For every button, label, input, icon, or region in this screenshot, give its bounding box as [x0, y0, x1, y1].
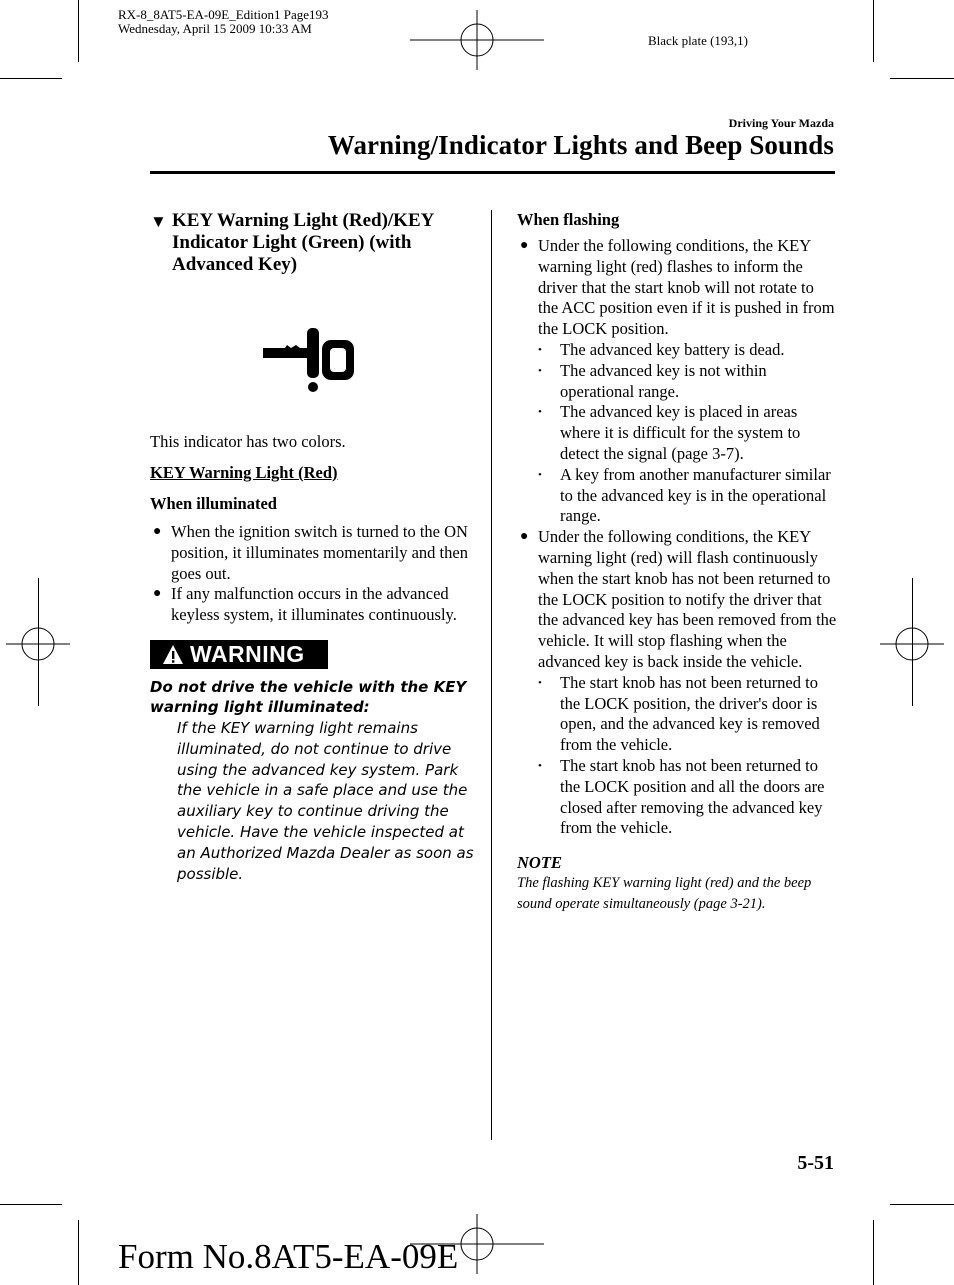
sub-list-item: • The advanced key is not within operational range.: [538, 360, 767, 401]
sub-list-item: • The advanced key is placed in areas where it is difficult for the system to detect the signal (page 3-7).: [538, 402, 801, 463]
bullet-icon: ●: [520, 238, 529, 253]
left-column: [150, 210, 475, 884]
small-bullet-icon: •: [538, 468, 542, 481]
sub-list-item: • A key from another manufacturer similar to the advanced key is in the operational range.: [538, 464, 831, 526]
date-line: Wednesday, April 15 2009 10:33 AM: [118, 21, 312, 36]
page-title: Warning/Indicator Lights and Beep Sounds: [327, 130, 834, 160]
sub-list-item: • The advanced key battery is dead.: [538, 339, 785, 359]
warning-statement: Do not drive the vehicle with the KEY warning light illuminated:: [150, 677, 467, 717]
subheading-key-warning-red: KEY Warning Light (Red): [150, 463, 338, 482]
key-warning-indicator-icon: [260, 320, 360, 400]
warning-badge: [150, 640, 328, 669]
illuminated-list: [150, 522, 475, 626]
section-name: Driving Your Mazda: [728, 116, 834, 130]
section-heading: ▼ KEY Warning Light (Red)/KEY Indicator Light (Green) (with Advanced Key): [150, 210, 434, 275]
warning-triangle-icon: [162, 644, 184, 666]
sub-list-item: • The start knob has not been returned to the LOCK position, the driver's door is open, and the advanced key is removed from the vehicle.: [538, 672, 820, 755]
warning-label: WARNING: [190, 640, 305, 667]
list-item: ● Under the following conditions, the KEY warning light (red) flashes to inform the driver that the start knob will not rotate to the ACC position even if it is pushed in from the LOCK position. • The advanced key battery is dead. • The advanced key is not within operational range. • The advanced key is placed in areas where it is difficult for the system to detect the signal (page 3-7). • A key from another manufacturer similar to the advanced key is in the operational range.: [517, 236, 837, 527]
bullet-icon: ●: [153, 586, 162, 602]
note-body: The flashing KEY warning light (red) and the beep sound operate simultaneously (page 3-21).: [517, 875, 812, 913]
list-item: ● When the ignition switch is turned to the ON position, it illuminates momentarily and then goes out.: [153, 522, 468, 583]
page-number: 5-51: [797, 1152, 834, 1174]
form-number: Form No.8AT5-EA-09E: [118, 1237, 459, 1276]
small-bullet-icon: •: [538, 343, 542, 356]
small-bullet-icon: •: [538, 406, 542, 419]
when-flashing-heading: When flashing: [517, 210, 620, 229]
small-bullet-icon: •: [538, 759, 542, 772]
print-header: [118, 8, 329, 36]
when-illuminated-heading: When illuminated: [150, 494, 277, 513]
registration-mark-left: [6, 612, 70, 676]
sub-list-item: • The start knob has not been returned to the LOCK position and all the doors are closed after removing the advanced key from the vehicle.: [538, 755, 825, 838]
list-item: ● Under the following conditions, the KEY warning light (red) will flash continuously when the start knob has not been returned to the LOCK position to notify the driver that the advanced key has been removed from the vehicle. It will stop flashing when the advanced key is back inside the vehicle. • The start knob has not been returned to the LOCK position, the driver's door is open, and the advanced key is removed from the vehicle. • The start knob has not been returned to the LOCK position and all the doors are closed after removing the advanced key from the vehicle.: [520, 527, 837, 838]
file-line: RX-8_8AT5-EA-09E_Edition1 Page193: [118, 7, 329, 22]
list-item: ● If any malfunction occurs in the advanced keyless system, it illuminates continuously.: [153, 584, 457, 625]
small-bullet-icon: •: [538, 676, 542, 689]
right-column: [517, 210, 837, 915]
column-divider: [491, 210, 492, 1140]
plate-label: Black plate (193,1): [648, 33, 748, 48]
triangle-down-icon: ▼: [150, 212, 167, 231]
small-bullet-icon: •: [538, 364, 542, 377]
warning-body: If the KEY warning light remains illuminated, do not continue to drive using the advanced key system. Park the vehicle in a safe place and use the auxiliary key to continue driving the vehicle. Have the vehicle inspected at an Authorized Mazda Dealer as soon as possible.: [177, 718, 474, 883]
registration-mark-right: [880, 612, 944, 676]
flashing-list: [517, 236, 837, 839]
title-rule: [150, 171, 835, 174]
registration-mark-top: [410, 10, 544, 70]
bullet-icon: ●: [153, 524, 162, 539]
bullet-icon: ●: [520, 529, 529, 545]
note-label: NOTE: [517, 853, 562, 873]
sub-list: [538, 673, 837, 839]
sub-list: [538, 340, 837, 527]
intro-text: This indicator has two colors.: [150, 432, 346, 451]
